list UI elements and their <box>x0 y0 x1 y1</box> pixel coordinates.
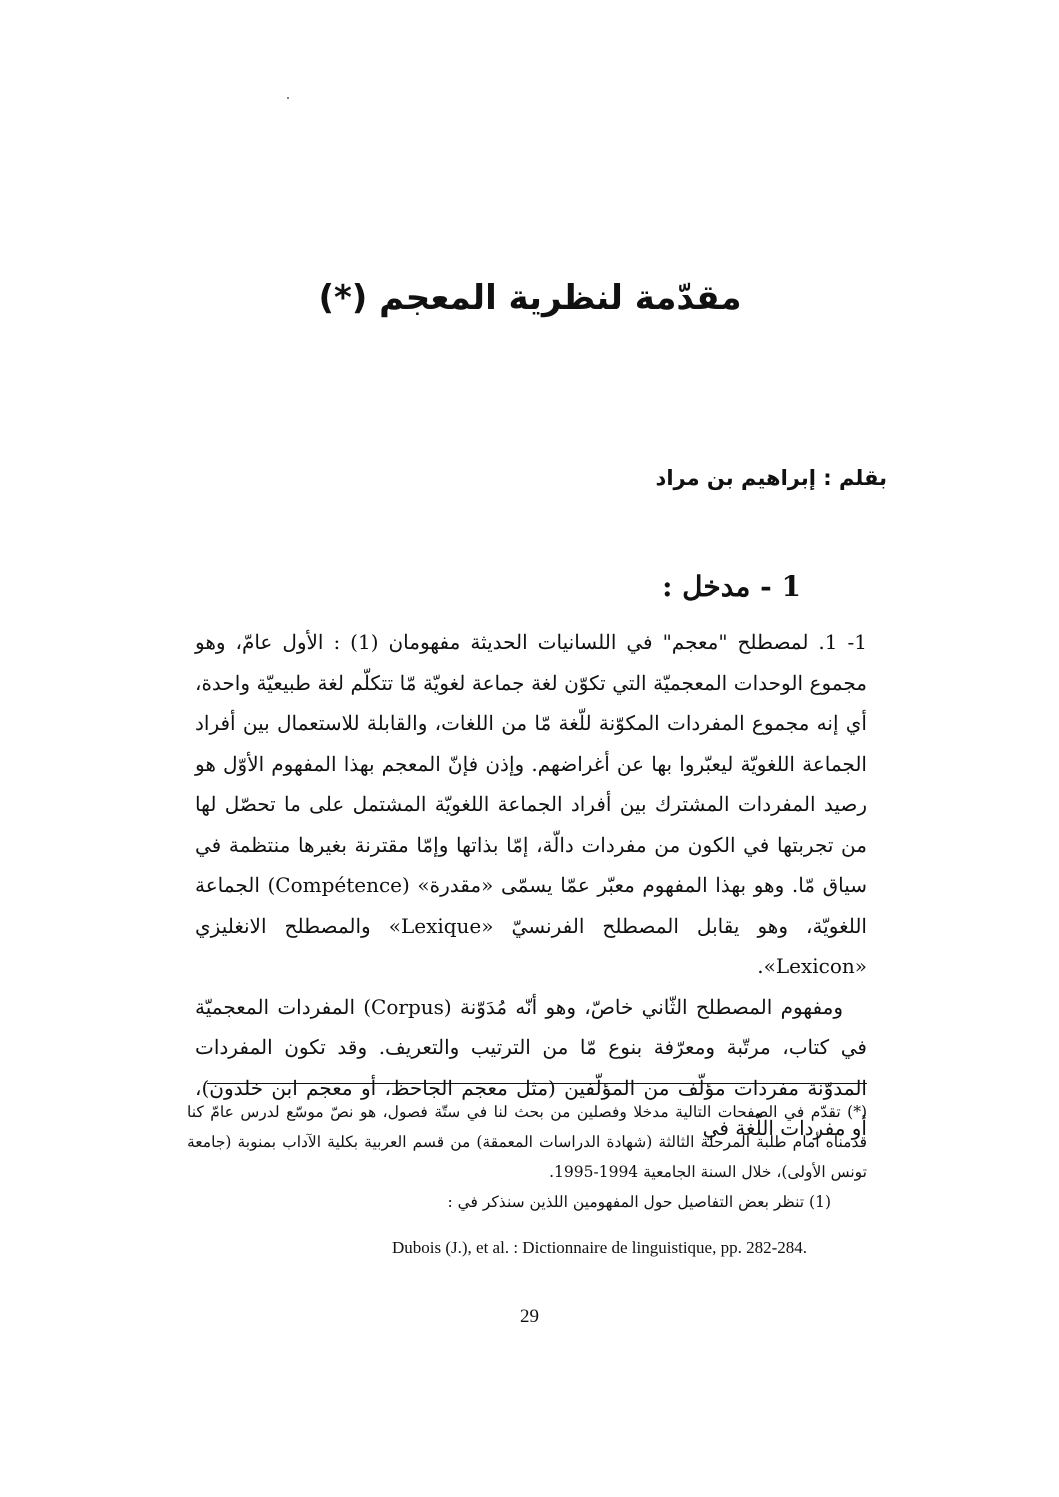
page-number: 29 <box>520 1306 539 1327</box>
section-heading: 1 - مدخل : <box>662 570 801 603</box>
paragraph-2: ومفهوم المصطلح الثّاني خاصّ، وهو أنّه مُدَوّنة (Corpus) المفردات المعجميّة في كتاب، مرتّبة ومعرّفة بنوع مّا من الترتيب والتعريف. وقد تكون المفردات المدوّنة مفردات مؤلّف من المؤلّفين (مثل معجم الجاحظ، أو معجم ابن خلدون)، أو مفردات اللّغة في <box>195 994 867 1140</box>
body-text <box>195 622 867 1149</box>
paragraph-1: 1- 1. لمصطلح "معجم" في اللسانيات الحديثة مفهومان (1) : الأول عامّ، وهو مجموع الوحدات المعجميّة التي تكوّن لغة جماعة لغويّة مّا تتكلّم لغة طبيعيّة واحدة، أي إنه مجموع المفردات المكوّنة للّغة مّا من اللغات، والقابلة للاستعمال بين أفراد الجماعة اللغويّة ليعبّروا بها عن أغراضهم. وإذن فإنّ المعجم بهذا المفهوم الأوّل هو رصيد المفردات المشترك بين أفراد الجماعة اللغويّة المشتمل على ما تحصّل لها من تجربتها في الكون من مفردات دالّة، إمّا بذاتها وإمّا مقترنة بغيرها منتظمة في سياق مّا. وهو بهذا المفهوم معبّر عمّا يسمّى «مقدرة» (Compétence) الجماعة اللغويّة، وهو يقابل المصطلح الفرنسيّ «Lexique» والمصطلح الانغليزي «Lexicon». <box>195 630 867 978</box>
footnote-divider <box>207 1083 867 1084</box>
article-title: مقدّمة لنظرية المعجم (*) <box>318 278 742 318</box>
footnote-reference: Dubois (J.), et al. : Dictionnaire de linguistique, pp. 282-284. <box>391 1238 807 1257</box>
footnote-1: (1) تنظر بعض التفاصيل حول المفهومين اللذين سنذكر في : <box>447 1193 831 1211</box>
footnote-star: (*) تقدّم في الصفحات التالية مدخلا وفصلين من بحث لنا في ستّة فصول، هو نصّ موسّع لدرس عامّ كنا قدمناه أمام طلبة المرحلة الثالثة (شهادة الدراسات المعمقة) من قسم العربية بكلية الآداب بمنوبة (جامعة تونس الأولى)، خلال السنة الجامعية 1994-1995. <box>187 1103 867 1181</box>
author-byline: بقلم : إبراهيم بن مراد <box>655 466 887 490</box>
scan-speck <box>287 97 289 99</box>
footnotes <box>187 1097 867 1217</box>
